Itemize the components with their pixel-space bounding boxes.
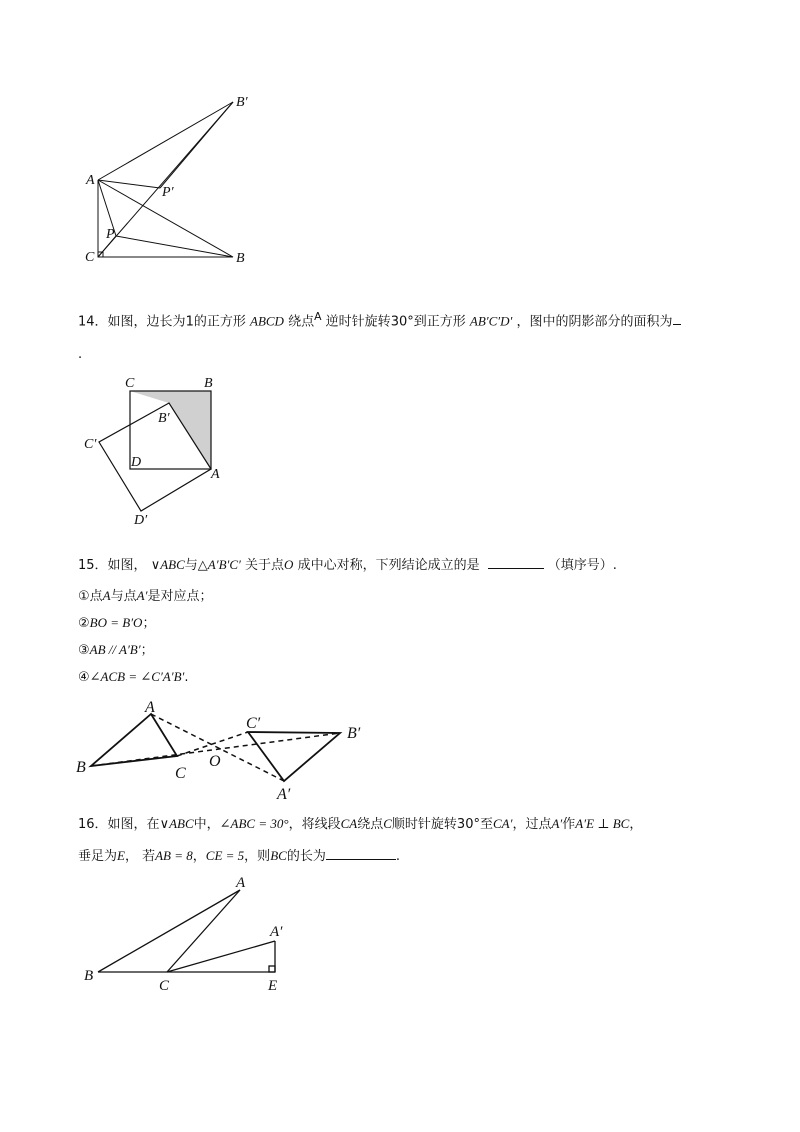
q15-option-1: ①点A与点A′是对应点； bbox=[78, 588, 213, 604]
label-b: B bbox=[236, 251, 245, 266]
q15-option-4: ④∠ACB = ∠C′A′B′. bbox=[78, 669, 189, 685]
label-c: C bbox=[159, 978, 170, 994]
q16-answer-blank[interactable] bbox=[326, 847, 396, 860]
label-b-prime: B′ bbox=[347, 725, 361, 742]
figure-13 bbox=[0, 0, 800, 280]
q15-option-3: ③AB // A′B′； bbox=[78, 642, 154, 658]
label-b-prime: B′ bbox=[158, 411, 170, 426]
label-d-prime: D′ bbox=[134, 513, 148, 528]
label-b: B bbox=[84, 968, 94, 984]
label-a-prime: A′ bbox=[277, 786, 291, 803]
label-a-prime: A′ bbox=[270, 924, 283, 940]
label-c: C bbox=[85, 250, 95, 265]
q15-line1: 15．如图， ∨ABC与△A′B′C′ 关于点O 成中心对称，下列结论成立的是 （填序号）. bbox=[78, 557, 617, 573]
label-c: C bbox=[125, 376, 135, 391]
q15-option-2: ②BO = B′O； bbox=[78, 615, 156, 631]
q14-answer-blank[interactable] bbox=[673, 312, 681, 325]
figure-14 bbox=[0, 370, 800, 530]
label-b: B bbox=[204, 376, 213, 391]
label-a: A bbox=[86, 173, 95, 188]
label-c: C bbox=[175, 765, 186, 782]
label-a: A bbox=[211, 467, 220, 482]
label-c-prime: C′ bbox=[246, 715, 261, 732]
label-p: P bbox=[106, 227, 115, 242]
shaded-region bbox=[130, 391, 211, 469]
label-a: A bbox=[145, 699, 155, 716]
q14-line2: . bbox=[78, 347, 83, 362]
label-b-prime: B′ bbox=[236, 95, 248, 110]
label-p-prime: P′ bbox=[162, 185, 174, 200]
q15-answer-blank[interactable] bbox=[488, 556, 544, 569]
square-abcd-prime: AB′C′D′ bbox=[469, 313, 513, 329]
square-abcd: ABCD bbox=[250, 313, 284, 329]
label-o: O bbox=[209, 753, 221, 770]
q14-line1: 14．如图，边长为1的正方形 ABCD 绕点$^A$ 逆时针旋转30°到正方形 AB′C′D′ ，图中的阴影部分的面积为 bbox=[78, 308, 681, 331]
label-b: B bbox=[76, 759, 86, 776]
label-c-prime: C′ bbox=[84, 437, 97, 452]
q16-line2: 垂足为E， 若AB = 8，CE = 5，则BC的长为 . bbox=[78, 848, 400, 864]
label-d: D bbox=[131, 455, 142, 470]
q16-line1: 16．如图，在∨ABC中，∠ABC = 30°，将线段CA绕点C顺时针旋转30°至CA′，过点A′作A′E ⊥ BC， bbox=[78, 816, 643, 832]
figure-15 bbox=[0, 690, 800, 805]
label-e: E bbox=[268, 978, 278, 994]
figure-16 bbox=[0, 870, 800, 1000]
label-a: A bbox=[236, 875, 246, 891]
